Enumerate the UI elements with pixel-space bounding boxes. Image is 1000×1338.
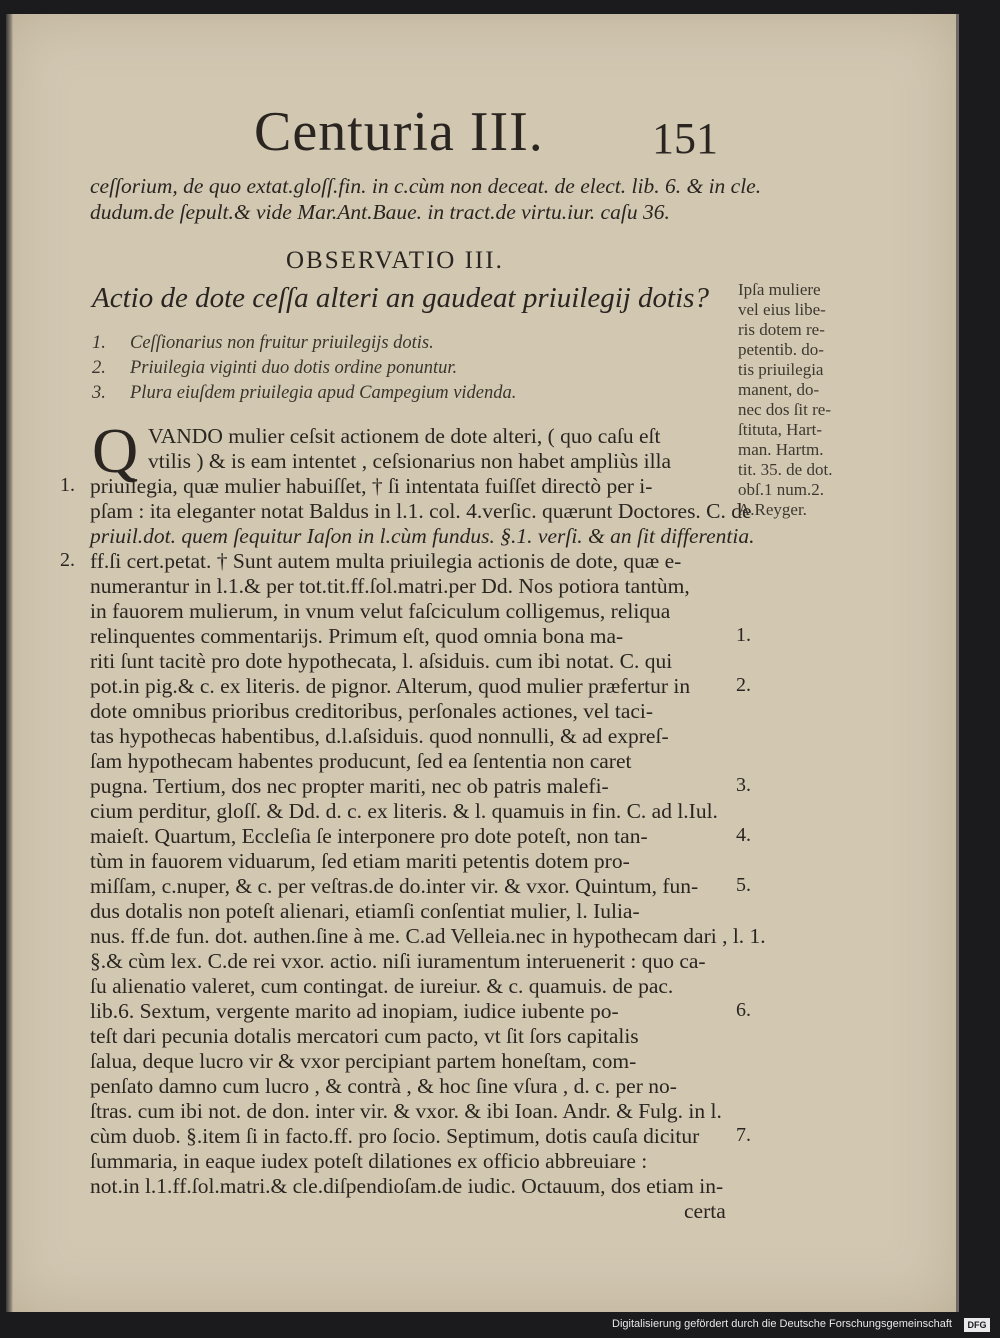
- body-line: ſtras. cum ibi not. de don. inter vir. & vxor. & ibi Ioan. Andr. & Fulg. in l.: [90, 1099, 722, 1123]
- body-line: tùm in fauorem viduarum, ſed etiam mariti petentis dotem pro-: [90, 849, 630, 873]
- carryover-line: dudum.de ſepult.& vide Mar.Ant.Baue. in tract.de virtu.iur. caſu 36.: [90, 200, 670, 224]
- page-number: 151: [652, 114, 718, 163]
- body-line: dote omnibus prioribus creditoribus, perſonales actiones, vel taci-: [90, 699, 654, 723]
- margin-number-right: 4.: [736, 824, 751, 846]
- body-line: vtilis ) & is eam intentet , ceſsionarius non habet ampliùs illa: [148, 449, 672, 473]
- body-line: ff.ſi cert.petat. † Sunt autem multa priuilegia actionis de dote, quæ e-: [90, 549, 682, 573]
- body-line: miſſam, c.nuper, & c. per veſtras.de do.inter vir. & vxor. Quintum, fun-: [90, 874, 699, 898]
- body-line: priuilegia, quæ mulier habuiſſet, † ſi intentata fuiſſet directò per i-: [90, 474, 653, 498]
- body-line: riti ſunt tacitè pro dote hypothecata, l. aſsiduis. cum ibi notat. C. qui: [90, 649, 673, 673]
- margin-note-line: obſ.1 num.2.: [738, 480, 824, 499]
- body-line: lib.6. Sextum, vergente marito ad inopiam, iudice iubente po-: [90, 999, 619, 1023]
- body-line: in fauorem mulierum, in vnum velut faſciculum colligemus, reliqua: [90, 599, 671, 623]
- margin-note-line: Ipſa muliere: [738, 280, 821, 299]
- margin-number-left: 2.: [60, 549, 75, 571]
- observation-heading: OBSERVATIO III.: [286, 247, 504, 274]
- margin-number-right: 7.: [736, 1124, 751, 1146]
- body-line: dus dotalis non poteſt alienari, etiamſi conſentiat mulier, l. Iulia-: [90, 899, 640, 923]
- drop-cap: Q: [92, 415, 139, 486]
- body-line: pugna. Tertium, dos nec propter mariti, nec ob patris malefi-: [90, 774, 609, 798]
- body-line: pot.in pig.& c. ex literis. de pignor. Alterum, quod mulier præfertur in: [90, 674, 691, 698]
- margin-number-right: 2.: [736, 674, 751, 696]
- margin-note-line: ris dotem re-: [738, 320, 825, 339]
- carryover-line: ceſſorium, de quo extat.gloſſ.fin. in c.cùm non deceat. de elect. lib. 6. & in cle.: [90, 174, 762, 198]
- body-line: cùm duob. §.item ſi in facto.ff. pro ſocio. Septimum, dotis cauſa dicitur: [90, 1124, 700, 1148]
- margin-number-right: 6.: [736, 999, 751, 1021]
- body-line: ſummaria, in eaque iudex poteſt dilationes ex officio abbreuiare :: [90, 1149, 648, 1173]
- body-line: cium perditur, gloſſ. & Dd. d. c. ex literis. & l. quamuis in fin. C. ad l.Iul.: [90, 799, 718, 823]
- margin-note-line: A.Reyger.: [738, 500, 807, 519]
- summary-text: Plura eiuſdem priuilegia apud Campegium videnda.: [130, 383, 517, 403]
- body-line: priuil.dot. quem ſequitur Iaſon in l.cùm fundus. §.1. verſi. & an ſit differentia.: [90, 524, 755, 548]
- body-line: VANDO mulier ceſsit actionem de dote alteri, ( quo caſu eſt: [148, 424, 661, 448]
- body-line: ſam hypothecam habentes producunt, ſed ea ſententia non caret: [90, 749, 632, 773]
- catchword: certa: [684, 1199, 726, 1223]
- body-line: numerantur in l.1.& per tot.tit.ff.ſol.matri.per Dd. Nos potiora tantùm,: [90, 574, 690, 598]
- summary-number: 2.: [92, 358, 106, 378]
- summary-number: 3.: [92, 383, 106, 403]
- margin-note-line: nec dos ſit re-: [738, 400, 831, 419]
- body-line: relinquentes commentarijs. Primum eſt, quod omnia bona ma-: [90, 624, 624, 648]
- margin-note-line: ſtituta, Hart-: [738, 420, 823, 439]
- margin-note-line: tit. 35. de dot.: [738, 460, 833, 479]
- body-line: not.in l.1.ff.ſol.matri.& cle.diſpendioſam.de iudic. Octauum, dos etiam in-: [90, 1174, 724, 1198]
- margin-note-line: vel eius libe-: [738, 300, 826, 319]
- body-line: ſu alienatio valeret, cum contingat. de iureiur. & c. quamuis. de pac.: [90, 974, 674, 998]
- body-line: maieſt. Quartum, Eccleſia ſe interponere pro dote poteſt, non tan-: [90, 824, 648, 848]
- body-line: ſalua, deque lucro vir & vxor percipiant partem honeſtam, com-: [90, 1049, 637, 1073]
- body-line: pſam : ita eleganter notat Baldus in l.1. col. 4.verſic. quærunt Doctores. C. de: [90, 499, 752, 523]
- dfg-logo: DFG: [964, 1318, 990, 1332]
- body-line: nus. ff.de fun. dot. authen.ſine à me. C.ad Velleia.nec in hypothecam dari , l. 1.: [90, 924, 766, 948]
- margin-number-left: 1.: [60, 474, 75, 496]
- summary-text: Priuilegia viginti duo dotis ordine ponuntur.: [130, 358, 458, 378]
- margin-note-line: manent, do-: [738, 380, 820, 399]
- summary-item: [92, 332, 434, 354]
- margin-note-line: tis priuilegia: [738, 360, 824, 379]
- margin-number-right: 1.: [736, 624, 751, 646]
- summary-number: 1.: [92, 333, 106, 353]
- margin-number-right: 3.: [736, 774, 751, 796]
- margin-number-right: 5.: [736, 874, 751, 896]
- observation-question: Actio de dote ceſſa alteri an gaudeat priuilegij dotis?: [92, 282, 709, 314]
- running-title: Centuria III.: [254, 101, 544, 163]
- margin-note-line: petentib. do-: [738, 340, 824, 359]
- summary-item: [92, 357, 457, 379]
- summary-text: Ceſſionarius non fruitur priuilegijs dotis.: [130, 333, 434, 353]
- book-page: [6, 14, 959, 1312]
- digitization-credit: Digitalisierung gefördert durch die Deutsche Forschungsgemeinschaft: [612, 1318, 952, 1330]
- body-line: penſato damno cum lucro , & contrà , & hoc ſine vſura , d. c. per no-: [90, 1074, 677, 1098]
- body-line: teſt dari pecunia dotalis mercatori cum pacto, vt ſit ſors capitalis: [90, 1024, 639, 1048]
- summary-item: [92, 382, 516, 404]
- body-line: tas hypothecas habentibus, d.l.aſsiduis. quod nonnulli, & ad expreſ-: [90, 724, 669, 748]
- body-line: §.& cùm lex. C.de rei vxor. actio. niſi iuramentum interuenerit : quo ca-: [90, 949, 706, 973]
- margin-note-line: man. Hartm.: [738, 440, 824, 459]
